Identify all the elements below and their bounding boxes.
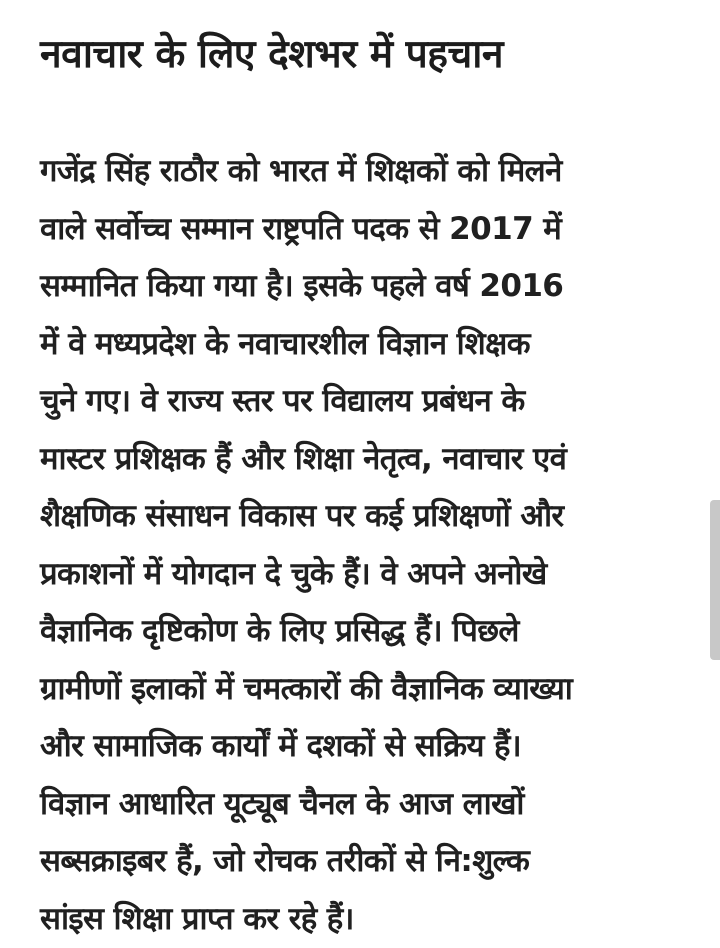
body-line: वैज्ञानिक दृष्टिकोण के लिए प्रसिद्ध हैं। पिछले [40, 613, 519, 649]
scrollbar-thumb[interactable] [710, 500, 720, 660]
body-line: चुने गए। वे राज्य स्तर पर विद्यालय प्रबंधन के [40, 383, 525, 419]
body-line: में वे मध्यप्रदेश के नवाचारशील विज्ञान शिक्षक [40, 325, 530, 362]
body-line: सब्सक्राइबर हैं, जो रोचक तरीकों से नि:शुल्क [40, 843, 530, 879]
body-line: प्रकाशनों में योगदान दे चुके हैं। वे अपने अनोखे [40, 555, 547, 592]
body-line: विज्ञान आधारित यूट्यूब चैनल के आज लाखों [40, 785, 524, 822]
body-line: गजेंद्र सिंह राठौर को भारत में शिक्षकों को मिलने [40, 153, 562, 189]
body-line: सांइस शिक्षा प्राप्त कर रहे हैं। [40, 900, 354, 937]
body-line: और सामाजिक कार्यों में दशकों से सक्रिय हैं। [40, 728, 522, 764]
body-line: शैक्षणिक संसाधन विकास पर कई प्रशिक्षणों और [40, 498, 564, 534]
article-heading: नवाचार के लिए देशभर में पहचान [40, 32, 503, 77]
body-line: ग्रामीणों इलाकों में चमत्कारों की वैज्ञानिक व्याख्या [40, 670, 573, 707]
body-line: सम्मानित किया गया है। इसके पहले वर्ष 2016 [40, 268, 564, 304]
article-body [40, 143, 690, 948]
body-line: मास्टर प्रशिक्षक हैं और शिक्षा नेतृत्व, नवाचार एवं [40, 440, 567, 477]
body-line: वाले सर्वोच्च सम्मान राष्ट्रपति पदक से 2017 में [40, 210, 562, 247]
